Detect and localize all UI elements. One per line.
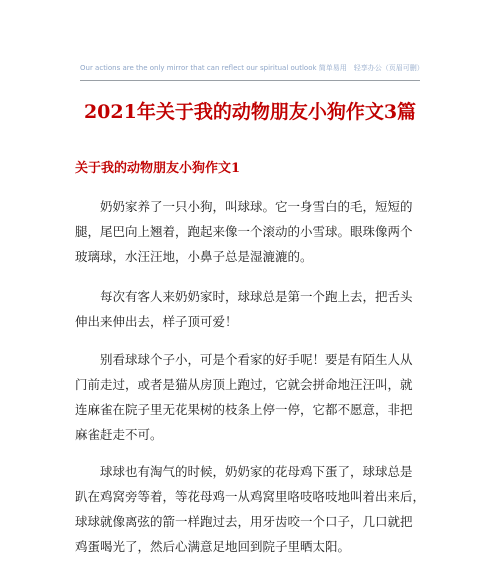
paragraph-line: 鸡蛋喝光了，然后心满意足地回到院子里晒太阳。 <box>75 539 351 554</box>
document-title: 2021年关于我的动物朋友小狗作文3篇 <box>83 101 417 123</box>
paragraph-line: 每次有客人来奶奶家时，球球总是第一个跑上去，把舌头 <box>100 289 413 304</box>
page-header-text: Our actions are the only mirror that can reflect our spiritual outlook 简单易用 轻享办公（页眉可删） <box>80 64 424 72</box>
paragraph-4 <box>75 459 430 559</box>
section-heading: 关于我的动物朋友小狗作文1 <box>75 161 241 176</box>
header-divider <box>80 80 420 81</box>
paragraph-line: 腿，尾巴向上翘着，跑起来像一个滚动的小雪球。眼珠像两个 <box>75 224 413 239</box>
paragraph-line: 门前走过，或者是猫从房顶上跑过，它就会拼命地汪汪叫，就 <box>75 377 413 392</box>
paragraph-line: 球球就像离弦的箭一样跑过去，用牙齿咬一个口子，几口就把 <box>75 514 413 529</box>
paragraph-line: 奶奶家养了一只小狗，叫球球。它一身雪白的毛，短短的 <box>100 199 413 214</box>
paragraph-2 <box>75 284 430 334</box>
paragraph-line: 连麻雀在院子里无花果树的枝条上停一停，它都不愿意，非把 <box>75 402 413 417</box>
paragraph-line: 趴在鸡窝旁等着，等花母鸡一从鸡窝里咯吱咯吱地叫着出来后， <box>75 489 426 504</box>
paragraph-line: 伸出来伸出去，样子顶可爱！ <box>75 314 238 329</box>
paragraph-line: 别看球球个子小，可是个看家的好手呢！要是有陌生人从 <box>100 352 413 367</box>
paragraph-3 <box>75 347 430 447</box>
paragraph-line: 球球也有淘气的时候，奶奶家的花母鸡下蛋了，球球总是 <box>100 464 413 479</box>
paragraph-line: 麻雀赶走不可。 <box>75 427 163 442</box>
paragraph-1 <box>75 194 430 269</box>
paragraph-line: 玻璃球，水汪汪地，小鼻子总是湿漉漉的。 <box>75 249 313 264</box>
